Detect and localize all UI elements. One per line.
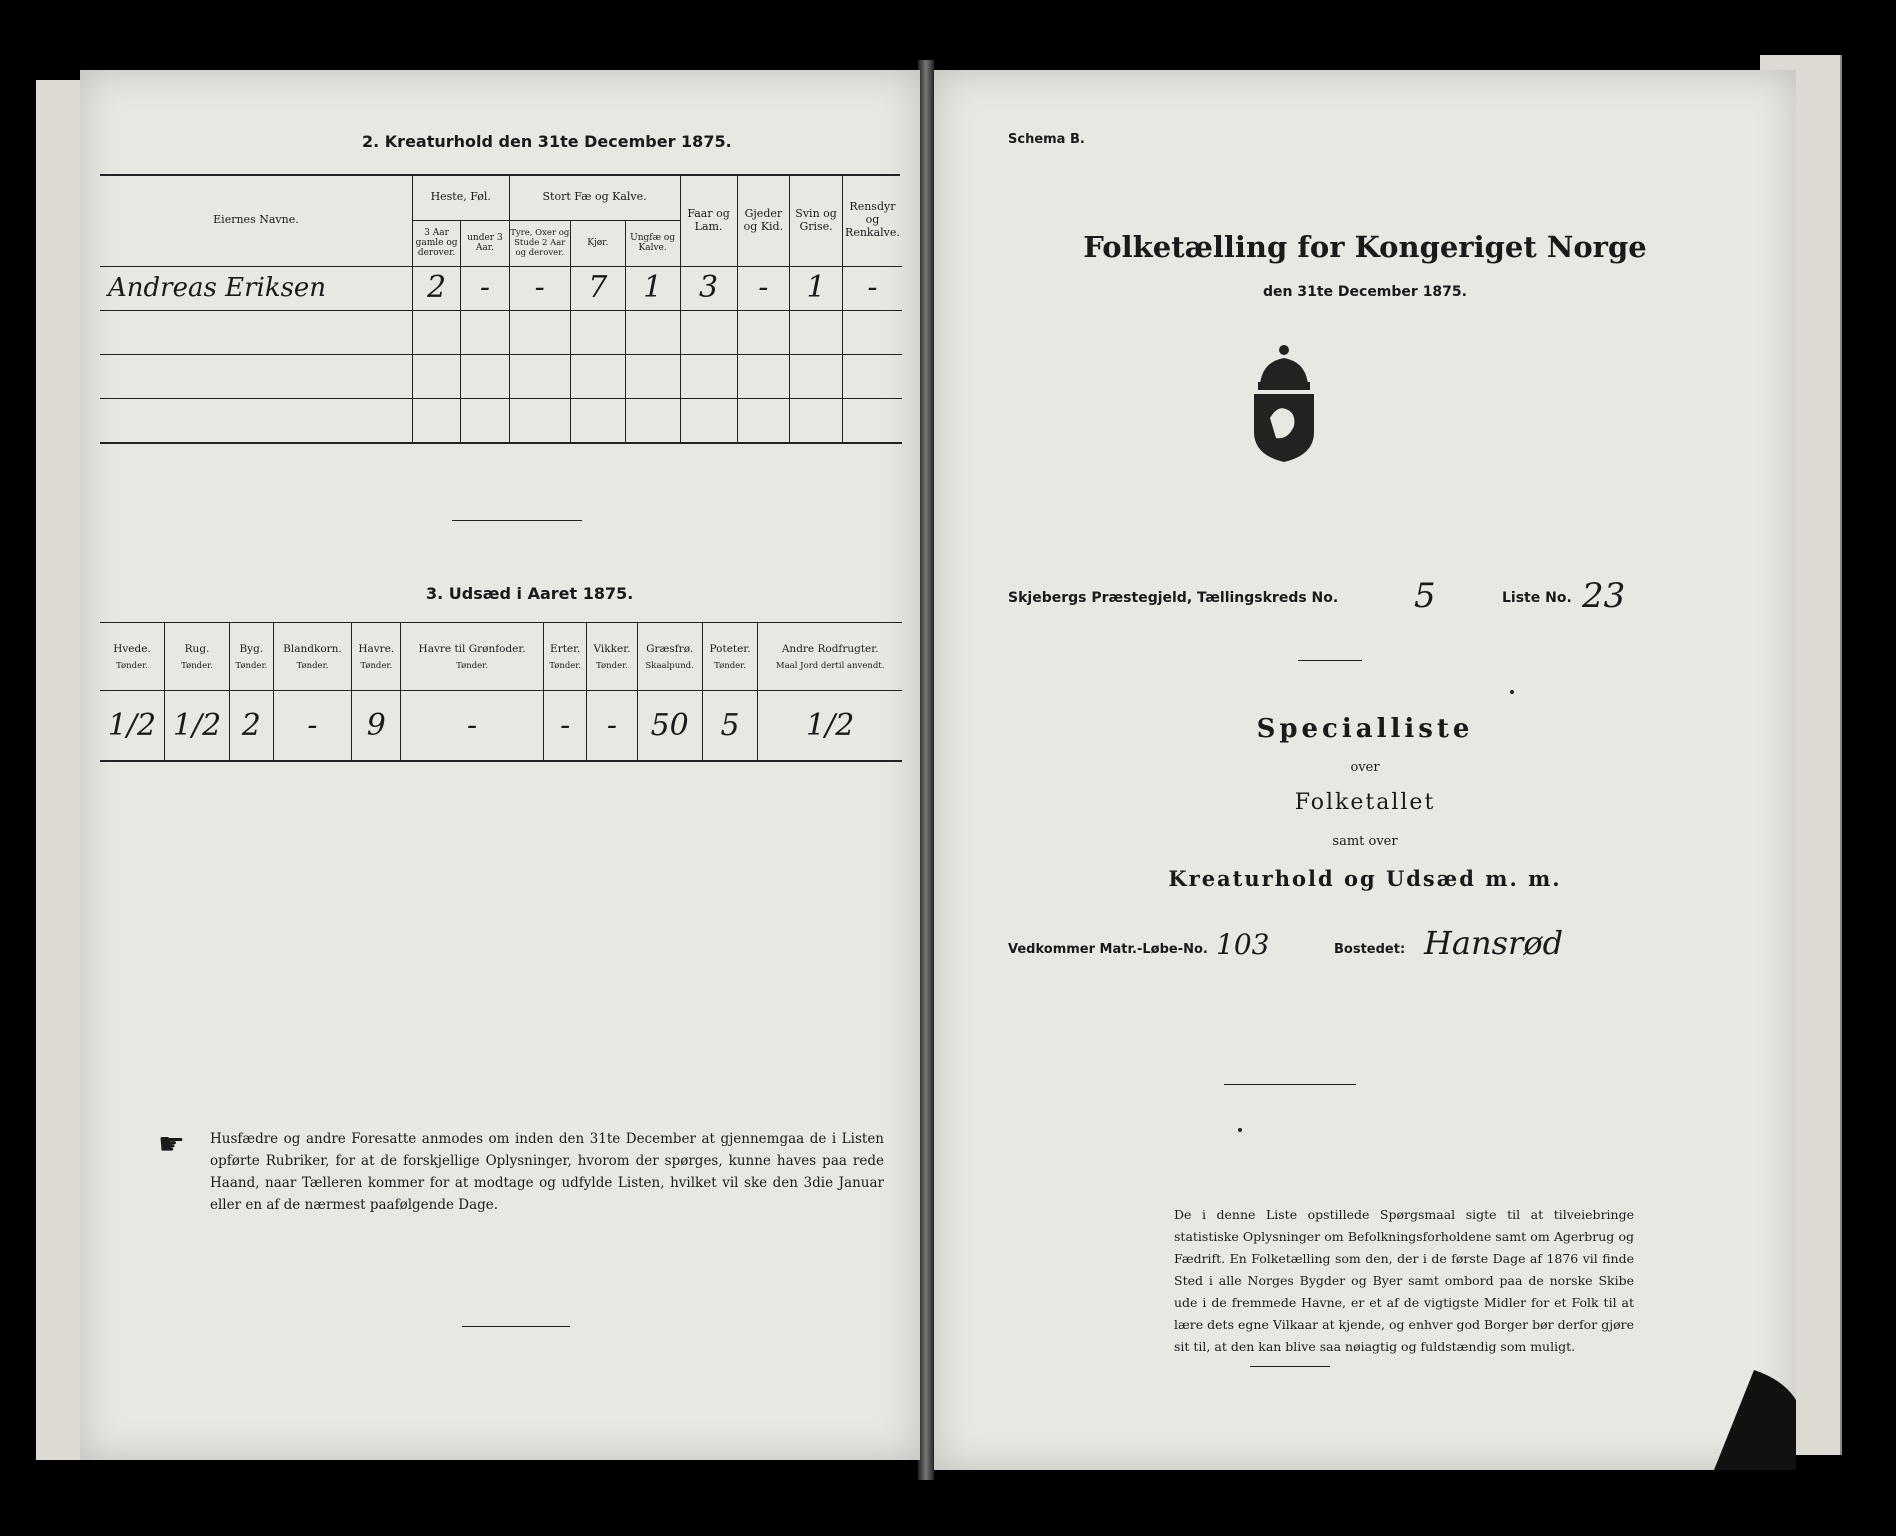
dot-mark [1510, 690, 1514, 694]
sowing-col-name: Blandkorn. [283, 642, 342, 655]
sowing-col-name: Hvede. [113, 642, 151, 655]
faar-header: Faar og Lam. [680, 174, 737, 266]
sowing-value-cell: - [401, 691, 544, 761]
table-row [100, 266, 902, 310]
sowing-col-header [543, 623, 586, 691]
pointing-hand-icon: ☛ [158, 1127, 185, 1162]
gjeder-cell: - [737, 266, 790, 310]
sowing-col-header [164, 623, 229, 691]
schema-label: Schema B. [1008, 132, 1085, 147]
sowing-col-unit: Tønder. [296, 660, 329, 671]
livestock-table [100, 174, 902, 444]
rensdyr-header: Rensdyr og Renkalve. [842, 174, 902, 266]
table-row [100, 399, 902, 443]
heste-old-header: 3 Aar gamle og derover. [412, 220, 460, 266]
sowing-value-cell: 1/2 [758, 691, 902, 761]
table-row [100, 691, 902, 761]
book-gutter [918, 60, 934, 1480]
rensdyr-cell: - [842, 266, 902, 310]
faar-cell: 3 [680, 266, 737, 310]
sowing-col-name: Byg. [239, 642, 264, 655]
sowing-col-name: Andre Rodfrugter. [781, 642, 879, 655]
tellingskreds-number: 5 [1414, 576, 1436, 616]
bottom-rule [1250, 1366, 1330, 1367]
bottom-rule [462, 1326, 570, 1327]
heste-young-header: under 3 Aar. [461, 220, 509, 266]
sowing-value-cell: 9 [352, 691, 401, 761]
owner-header: Eiernes Navne. [100, 174, 412, 266]
kjor-header: Kjør. [570, 220, 625, 266]
svin-header: Svin og Grise. [790, 174, 843, 266]
matr-number: 103 [1216, 928, 1270, 961]
separator-rule [1224, 1084, 1356, 1085]
sowing-col-unit: Skaalpund. [645, 660, 694, 671]
kreaturhold-title: Kreaturhold og Udsæd m. m. [1168, 866, 1562, 891]
sowing-col-header [352, 623, 401, 691]
left-page [80, 70, 920, 1460]
samt-over-text: samt over [1332, 834, 1398, 849]
sowing-col-unit: Tønder. [549, 660, 582, 671]
sowing-value-cell: - [587, 691, 637, 761]
sowing-col-header [100, 623, 164, 691]
section2-heading: 2. Kreaturhold den 31te December 1875. [362, 132, 732, 151]
page-title: Folketælling for Kongeriget Norge [1083, 230, 1647, 264]
heste-old-cell: 2 [412, 266, 460, 310]
sowing-col-unit: Maal Jord dertil anvendt. [775, 660, 885, 671]
owner-cell: Andreas Eriksen [100, 266, 412, 310]
right-page [934, 70, 1796, 1470]
sowing-col-unit: Tønder. [181, 660, 213, 671]
sowing-col-unit: Tønder. [456, 660, 489, 671]
bostedet-label: Bostedet: [1334, 942, 1406, 957]
notice-text: Husfædre og andre Foresatte anmodes om inden den 31te December at gjennemgaa de i Listen opførte Rubriker, for at de forskjellige Oplysninger, hvorom der spørges, kunne haves paa rede Haand, naar Tælleren kommer for at modtage og udfylde Listen, hvilket vil ske den 3die Januar eller en af de nærmest paafølgende Dage. [210, 1131, 884, 1213]
sowing-col-header [702, 623, 758, 691]
heste-young-cell: - [461, 266, 509, 310]
bostedet-value: Hansrød [1424, 924, 1564, 962]
sowing-col-unit: Tønder. [360, 660, 393, 671]
over-text: over [1350, 760, 1380, 775]
dot-mark [1238, 1128, 1242, 1132]
section3-heading: 3. Udsæd i Aaret 1875. [426, 584, 634, 603]
heste-header: Heste, Føl. [412, 174, 509, 220]
sowing-table [100, 622, 902, 762]
prestegjeld-label: Skjebergs Præstegjeld, Tællingskreds No. [1008, 590, 1339, 606]
sowing-col-name: Havre. [358, 642, 395, 655]
liste-number: 23 [1582, 576, 1626, 616]
sowing-value-cell: - [543, 691, 586, 761]
page-corner-curl [1694, 1370, 1796, 1470]
gjeder-header: Gjeder og Kid. [737, 174, 790, 266]
separator-rule [452, 520, 582, 521]
sowing-value-cell: 5 [702, 691, 758, 761]
sowing-value-cell: 2 [230, 691, 273, 761]
sowing-col-name: Vikker. [593, 642, 631, 655]
kjor-cell: 7 [570, 266, 625, 310]
liste-label: Liste No. [1502, 590, 1572, 606]
sowing-col-unit: Tønder. [596, 660, 628, 671]
coat-of-arms-icon [1244, 340, 1324, 465]
sowing-col-header [230, 623, 273, 691]
sowing-value-cell: 1/2 [164, 691, 229, 761]
sowing-col-unit: Tønder. [116, 660, 148, 671]
separator-rule [1298, 660, 1362, 661]
ungfae-header: Ungfæ og Kalve. [625, 220, 680, 266]
sowing-col-header [401, 623, 544, 691]
folketallet-text: Folketallet [1294, 790, 1436, 815]
table-row [100, 355, 902, 399]
tyre-header: Tyre, Oxer og Stude 2 Aar og derover. [509, 220, 570, 266]
sowing-col-header [273, 623, 352, 691]
sowing-col-unit: Tønder. [714, 660, 746, 671]
ungfae-cell: 1 [625, 266, 680, 310]
sowing-value-cell: - [273, 691, 352, 761]
sowing-col-name: Erter. [550, 642, 581, 655]
census-date: den 31te December 1875. [1263, 284, 1467, 300]
sowing-col-name: Havre til Grønfoder. [418, 642, 526, 655]
sowing-col-header [758, 623, 902, 691]
tyre-cell: - [509, 266, 570, 310]
sowing-col-header [587, 623, 637, 691]
matr-label: Vedkommer Matr.-Løbe-No. [1008, 942, 1208, 957]
sowing-col-unit: Tønder. [235, 660, 268, 671]
sowing-col-name: Poteter. [709, 642, 751, 655]
table-row [100, 310, 902, 354]
sowing-col-header [637, 623, 702, 691]
sowing-col-name: Græsfrø. [646, 642, 694, 655]
sowing-col-name: Rug. [184, 642, 210, 655]
info-paragraph: De i denne Liste opstillede Spørgsmaal sigte til at tilveiebringe statistiske Oplysninger om Befolkningsforholdene samt om Agerbrug og Fædrift. En Folketælling som den, der i de første Dage af 1876 vil finde Sted i alle Norges Bygder og Byer samt ombord paa de norske Skibe ude i de fremmede Havne, er et af de vigtigste Midler for et Folk til at lære dets egne Vilkaar at kjende, og enhver god Borger bør derfor gjøre sit til, at den kan blive saa nøiagtig og fuldstændig som muligt. [1174, 1207, 1634, 1354]
sowing-value-cell: 50 [637, 691, 702, 761]
specialliste-title: Specialliste [1256, 714, 1474, 744]
svin-cell: 1 [790, 266, 843, 310]
sowing-value-cell: 1/2 [100, 691, 164, 761]
storfe-header: Stort Fæ og Kalve. [509, 174, 680, 220]
